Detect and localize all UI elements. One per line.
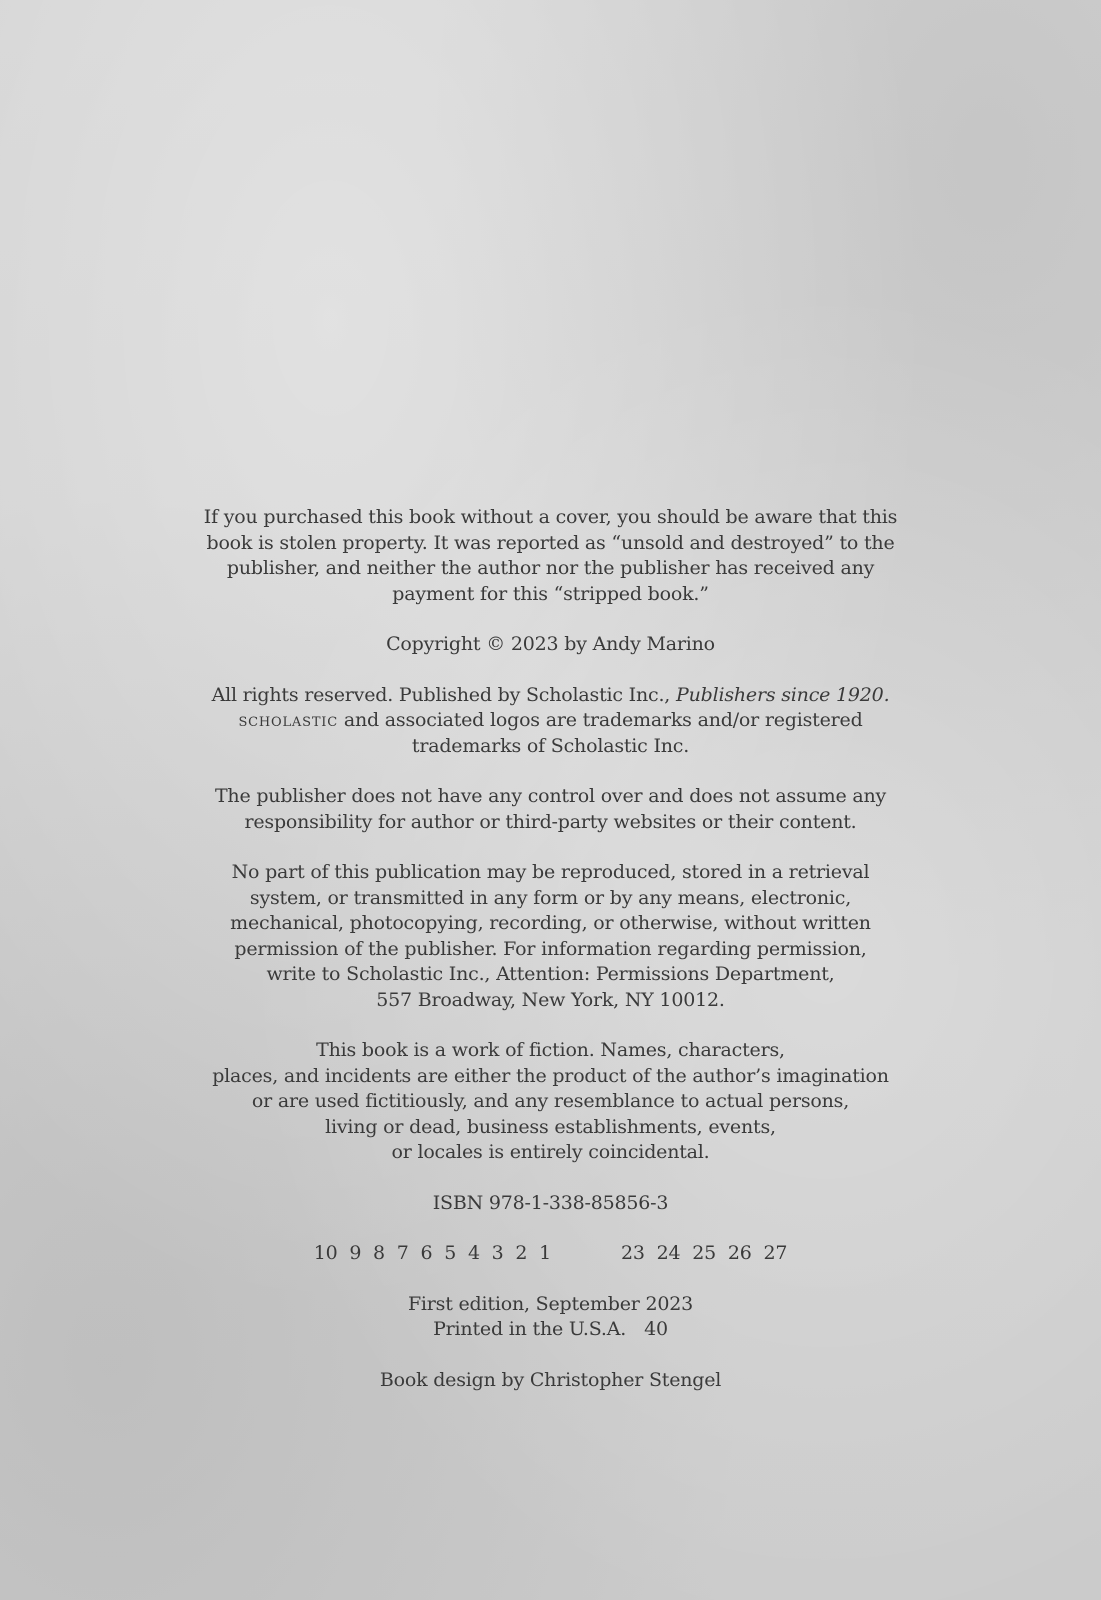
websites-notice-line: responsibility for author or third-party websites or their content. (244, 810, 857, 833)
printed-in-line (0, 1317, 1101, 1343)
edition-block (0, 1292, 1101, 1343)
design-credit-line: Book design by Christopher Stengel (379, 1368, 722, 1391)
printed-in-text: Printed in the U.S.A. (433, 1318, 627, 1340)
websites-notice (0, 784, 1101, 835)
trademark-text: and associated logos are trademarks and/or registered (337, 709, 863, 731)
rights-notice (0, 683, 1101, 760)
publisher-tagline: Publishers since 1920. (675, 683, 890, 706)
printer-code: 40 (644, 1318, 668, 1340)
stripped-notice-line: book is stolen property. It was reported as “unsold and destroyed” to the (206, 531, 895, 554)
fiction-notice-line: This book is a work of fiction. Names, characters, (316, 1039, 785, 1061)
impression-numbers: 10 9 8 7 6 5 4 3 2 1 (313, 1242, 552, 1264)
websites-notice-line: The publisher does not have any control over and does not assume any (214, 785, 887, 807)
design-credit-block (0, 1368, 1101, 1394)
isbn-line: ISBN 978-1-338-85856-3 (432, 1191, 669, 1214)
fiction-notice (0, 1038, 1101, 1166)
stripped-book-notice (0, 505, 1101, 607)
reproduction-notice-line: write to Scholastic Inc., Attention: Permissions Department, (266, 963, 835, 985)
rights-line (0, 683, 1101, 709)
fiction-notice-line: places, and incidents are either the product of the author’s imagination (212, 1064, 889, 1087)
copyright-line: Copyright © 2023 by Andy Marino (386, 633, 715, 655)
rights-text: All rights reserved. Published by Scholastic Inc., (211, 683, 676, 706)
copyright-line-block (0, 632, 1101, 658)
stripped-notice-line: payment for this “stripped book.” (392, 582, 709, 605)
first-edition-line: First edition, September 2023 (407, 1292, 694, 1315)
reproduction-notice-line: No part of this publication may be reproduced, stored in a retrieval (231, 861, 870, 883)
reproduction-notice-line: 557 Broadway, New York, NY 10012. (376, 988, 725, 1011)
reproduction-notice-line: system, or transmitted in any form or by any means, electronic, (249, 886, 852, 909)
trademark-line (0, 708, 1101, 734)
scholastic-brand: scholastic (238, 709, 338, 731)
fiction-notice-line: or are used fictitiously, and any resemblance to actual persons, (251, 1090, 850, 1112)
reproduction-notice-line: permission of the publisher. For information regarding permission, (234, 937, 867, 960)
year-numbers: 23 24 25 26 27 (621, 1242, 788, 1264)
reproduction-notice-line: mechanical, photocopying, recording, or otherwise, without written (230, 912, 871, 934)
stripped-notice-line: publisher, and neither the author nor the publisher has received any (226, 557, 875, 579)
stripped-notice-line: If you purchased this book without a cover, you should be aware that this (203, 506, 898, 528)
isbn-block (0, 1191, 1101, 1217)
fiction-notice-line: living or dead, business establishments, events, (325, 1115, 776, 1138)
trademark-line-end: trademarks of Scholastic Inc. (411, 734, 690, 757)
fiction-notice-line: or locales is entirely coincidental. (391, 1141, 710, 1163)
copyright-page (0, 505, 1101, 1418)
printing-number-line (0, 1241, 1101, 1267)
reproduction-notice (0, 860, 1101, 1013)
